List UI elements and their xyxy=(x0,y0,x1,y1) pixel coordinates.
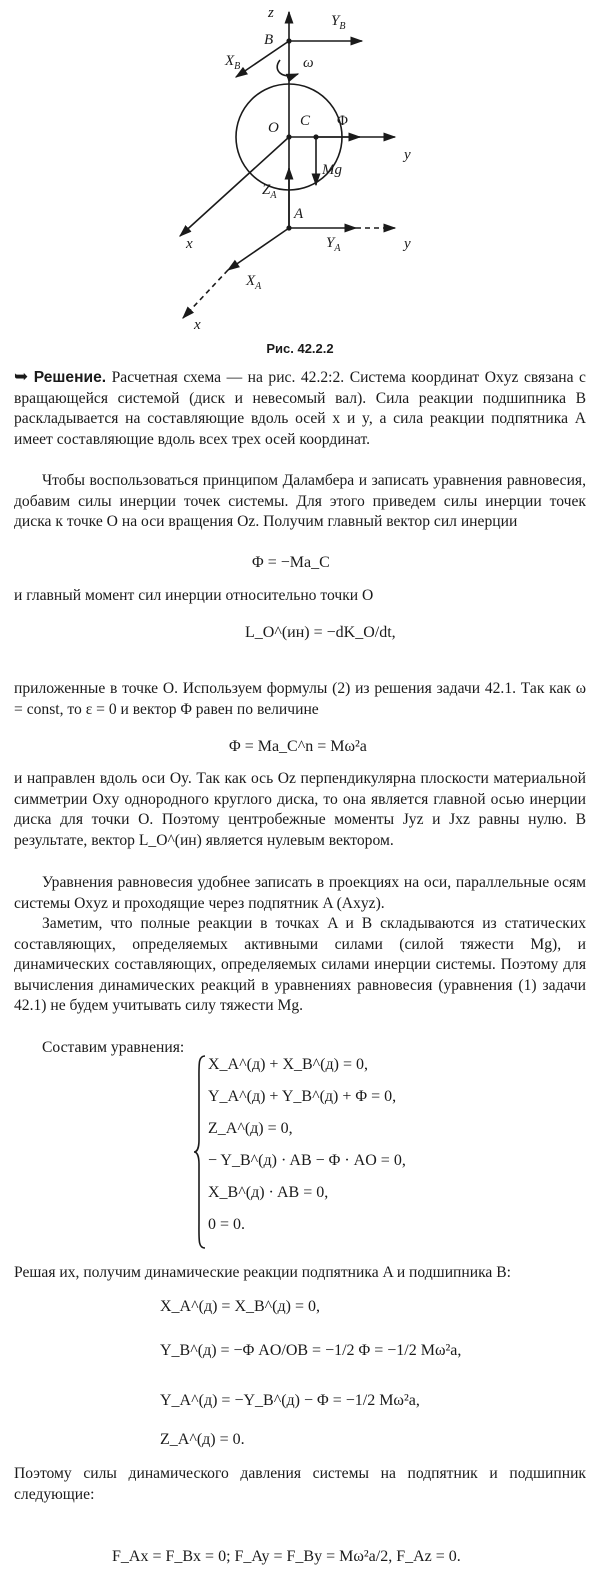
result-eq-4: Z_A^(д) = 0. xyxy=(160,1431,245,1448)
paragraph-applied: приложенные в точке O. Используем формулы (2) из решения задачи 42.1. Так как ω = const, то ε = 0 и вектор Φ равен по величине xyxy=(14,680,586,718)
system-brace xyxy=(192,1054,208,1250)
label-c: C xyxy=(300,113,311,129)
label-phi: Φ xyxy=(337,113,348,129)
figure-caption: Рис. 42.2.2 xyxy=(266,341,334,356)
system-eq-3: Z_A^(д) = 0, xyxy=(208,1120,293,1137)
label-xa: $X_A$ xyxy=(246,273,262,292)
label-mg: Mg xyxy=(322,162,342,178)
label-y-o: y xyxy=(404,147,411,163)
solution-arrow-icon: ➥ xyxy=(14,367,29,387)
equation-phi-magnitude: Φ = Ma_C^n = Mω²a xyxy=(229,738,367,755)
paragraph-compose: Составим уравнения: xyxy=(42,1039,185,1056)
xb-arrow xyxy=(236,41,289,77)
xa-arrow xyxy=(228,228,289,270)
label-y-a: y xyxy=(404,236,411,252)
system-eq-5: X_B^(д) · AB = 0, xyxy=(208,1184,329,1201)
final-equation: F_Ax = F_Bx = 0; F_Ay = F_By = Mω²a/2, F_Az = 0. xyxy=(112,1548,461,1565)
system-eq-6: 0 = 0. xyxy=(208,1216,246,1233)
label-z: z xyxy=(268,5,274,21)
paragraph-projections: Уравнения равновесия удобнее записать в проекциях на оси, параллельные осям системы Oxyz и проходящие через подпятник A (Axyz). xyxy=(14,874,586,912)
system-eq-2: Y_A^(д) + Y_B^(д) + Φ = 0, xyxy=(208,1088,397,1105)
mechanics-diagram xyxy=(0,0,600,335)
result-eq-1: X_A^(д) = X_B^(д) = 0, xyxy=(160,1298,320,1315)
label-yb: $Y_B$ xyxy=(331,13,346,32)
label-za: $Z_A$ xyxy=(262,182,277,201)
paragraph-pressure: Поэтому силы динамического давления системы на подпятник и подшипник следующие: xyxy=(14,1465,586,1503)
solution-heading: Решение. xyxy=(33,369,107,386)
equation-moment: L_O^(ин) = −dK_O/dt, xyxy=(245,624,396,641)
omega-arc xyxy=(277,60,298,76)
paragraph-dalembert: Чтобы воспользоваться принципом Даламбера и записать уравнения равновесия, добавим силы инерции точек системы. Для этого приведем силы инерции точек диска к точке O на оси вращения Oz. Получим главный вектор сил инерции xyxy=(14,472,586,531)
equation-phi-vector: Φ = −Ma_C xyxy=(252,554,330,571)
label-x-o: x xyxy=(186,236,193,252)
paragraph-moment-intro: и главный момент сил инерции относительно точки O xyxy=(14,587,374,604)
label-xb: $X_B$ xyxy=(225,53,241,72)
system-eq-1: X_A^(д) + X_B^(д) = 0, xyxy=(208,1056,368,1073)
paragraph-solution-intro xyxy=(14,367,586,450)
result-eq-3: Y_A^(д) = −Y_B^(д) − Φ = −1/2 Mω²a, xyxy=(160,1392,420,1409)
paragraph-reactions: Заметим, что полные реакции в точках A и B складываются из статических составляющих, определяемых активными силами (силой тяжести Mg), и динамических составляющих, определяемых силами инерции системы. Поэтому для вычисления динамических реакций в уравнениях равновесия (уравнения (1) задачи 42.1) не будем учитывать силу тяжести Mg. xyxy=(14,915,586,1015)
paragraph-solving: Решая их, получим динамические реакции подпятника A и подшипника B: xyxy=(14,1264,511,1281)
x-axis-a xyxy=(183,270,228,318)
label-b: B xyxy=(264,32,274,48)
paragraph-axis: и направлен вдоль оси Oy. Так как ось Oz перпендикулярна плоскости материальной симметрии Oxy однородного круглого диска, то она является главной осью инерции диска для точки O. Поэтому центробежные моменты Jyz и Jxz равны нулю. В результате, вектор L_O^(ин) является нулевым вектором. xyxy=(14,770,586,849)
figure-42-2-2 xyxy=(0,0,600,335)
label-o: O xyxy=(268,120,279,136)
result-eq-2: Y_B^(д) = −Φ AO/OB = −1/2 Φ = −1/2 Mω²a, xyxy=(160,1342,462,1359)
label-omega: ω xyxy=(303,55,314,71)
label-x-a: x xyxy=(194,317,201,333)
system-eq-4: − Y_B^(д) · AB − Φ · AO = 0, xyxy=(208,1152,406,1169)
label-a: A xyxy=(294,206,304,222)
solution-text-1: Расчетная схема — на рис. 42.2:2. Система координат Oxyz связана с вращающейся системой (диск и невесомый вал). Сила реакции подшипника B раскладывается на составляющие вдоль осей x и y, а сила реакции подпятника A имеет составляющие вдоль всех трех осей координат. xyxy=(14,369,586,448)
label-ya: $Y_A$ xyxy=(326,235,341,254)
